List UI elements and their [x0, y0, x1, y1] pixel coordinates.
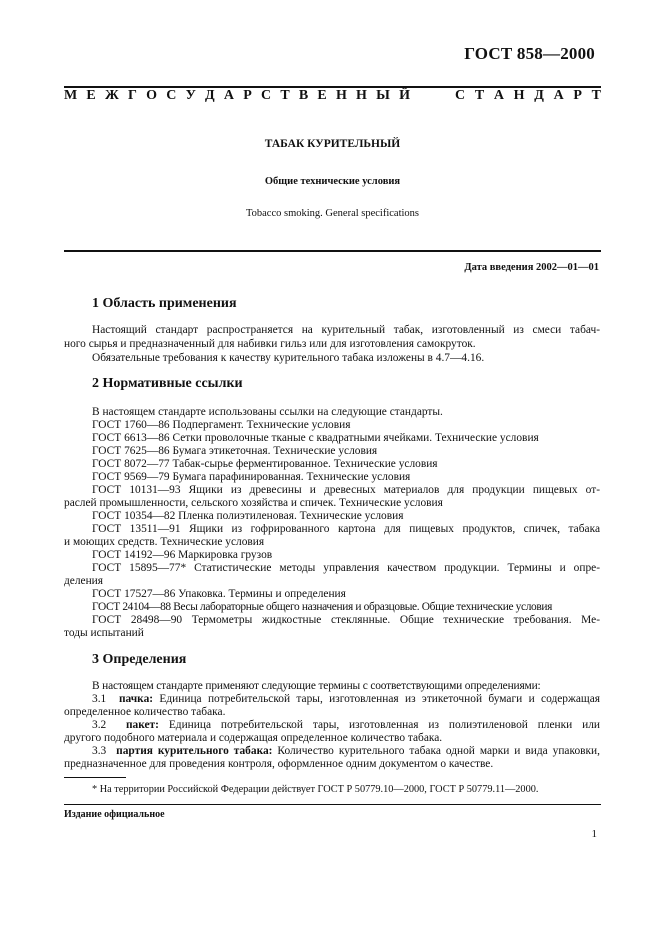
- standard-word: С Т А Н Д А Р Т: [455, 88, 601, 103]
- section-2-heading: 2 Нормативные ссылки: [92, 376, 243, 391]
- reference-item: ГОСТ 13511—91 Ящики из гофрированного картона для пищевых продуктов, спичек, табака: [92, 523, 600, 535]
- definition-continuation: другого подобного материала и содержащая определенное количество табака.: [64, 732, 443, 744]
- reference-item-continuation: деления: [64, 575, 104, 587]
- document-number: ГОСТ 858—2000: [464, 44, 595, 63]
- reference-item-continuation: тоды испытаний: [64, 627, 144, 639]
- definition-text: Единица потребительской тары, изготовленная из этикеточной бумаги и содержащая: [159, 693, 600, 705]
- section-1-paragraph-line: ного сырья и предназначенный для набивки гильз или для изготовления самокруток.: [64, 338, 476, 350]
- reference-item: ГОСТ 1760—86 Подпергамент. Технические условия: [92, 419, 351, 431]
- reference-item: ГОСТ 9569—79 Бумага парафинированная. Технические условия: [92, 471, 411, 483]
- definition-number: 3.3: [92, 745, 107, 757]
- official-edition-label: Издание официальное: [64, 809, 165, 820]
- english-title: Tobacco smoking. General specifications: [245, 208, 420, 219]
- reference-item: ГОСТ 17527—86 Упаковка. Термины и определения: [92, 588, 346, 600]
- section-1-paragraph: Обязательные требования к качеству курительного табака изложены в 4.7—4.16.: [92, 352, 485, 364]
- references-intro: В настоящем стандарте использованы ссылки на следующие стандарты.: [92, 406, 443, 418]
- reference-item: ГОСТ 6613—86 Сетки проволочные тканые с квадратными ячейками. Технические условия: [92, 432, 539, 444]
- definition-term: партия курительного табака:: [116, 745, 273, 757]
- definition-text: Единица потребительской тары, изготовленная из полиэтиленовой пленки или: [168, 719, 600, 731]
- reference-item: ГОСТ 7625—86 Бумага этикеточная. Технические условия: [92, 445, 378, 457]
- section-3-heading: 3 Определения: [92, 652, 187, 667]
- definition-continuation: определенное количество табака.: [64, 706, 226, 718]
- bottom-rule: [64, 804, 601, 805]
- definition-number: 3.1: [92, 693, 107, 705]
- document-title: ТАБАК КУРИТЕЛЬНЫЙ: [264, 138, 401, 150]
- reference-item: ГОСТ 14192—96 Маркировка грузов: [92, 549, 273, 561]
- interstate-word: М Е Ж Г О С У Д А Р С Т В Е Н Н Ы Й: [64, 88, 410, 103]
- definition-item: [64, 719, 600, 732]
- definition-term: пачка:: [118, 693, 154, 705]
- reference-item: ГОСТ 24104—88 Весы лабораторные общего назначения и образцовые. Общие технические условия: [92, 601, 553, 613]
- footnote-rule: [64, 777, 126, 778]
- interstate-standard-heading: [64, 88, 601, 104]
- title-rule: [64, 250, 601, 252]
- definition-term: пакет:: [125, 719, 159, 731]
- page-number: 1: [591, 828, 597, 840]
- reference-item-continuation: раслей промышленности, сельского хозяйства и спичек. Технические условия: [64, 497, 443, 509]
- reference-item: ГОСТ 8072—77 Табак-сырье ферментированное. Технические условия: [92, 458, 438, 470]
- reference-item: ГОСТ 28498—90 Термометры жидкостные стеклянные. Общие технические требования. Ме-: [92, 614, 600, 626]
- reference-item-continuation: и моющих средств. Технические условия: [64, 536, 265, 548]
- document-subtitle: Общие технические условия: [264, 176, 401, 187]
- introduction-date: Дата введения 2002—01—01: [464, 262, 599, 273]
- definition-item: [64, 693, 600, 706]
- definition-item: [64, 745, 600, 758]
- definition-number: 3.2: [92, 719, 107, 731]
- definition-continuation: предназначенное для проведения контроля, оформленное одним документом о качестве.: [64, 758, 494, 770]
- reference-item: ГОСТ 10354—82 Пленка полиэтиленовая. Технические условия: [92, 510, 404, 522]
- section-1-paragraph-line: Настоящий стандарт распространяется на курительный табак, изготовленный из смеси табач-: [92, 324, 600, 336]
- definition-text: Количество курительного табака одной марки и вида упаковки,: [277, 745, 600, 757]
- definitions-intro: В настоящем стандарте применяют следующие термины с соответствующими определениями:: [92, 680, 541, 692]
- section-1-heading: 1 Область применения: [92, 296, 237, 311]
- reference-item: ГОСТ 10131—93 Ящики из древесины и древесных материалов для продукции пищевых от-: [92, 484, 600, 496]
- reference-item: ГОСТ 15895—77* Статистические методы управления качеством продукции. Термины и опре-: [92, 562, 600, 574]
- footnote: * На территории Российской Федерации действует ГОСТ Р 50779.10—2000, ГОСТ Р 50779.11—2000.: [92, 784, 539, 795]
